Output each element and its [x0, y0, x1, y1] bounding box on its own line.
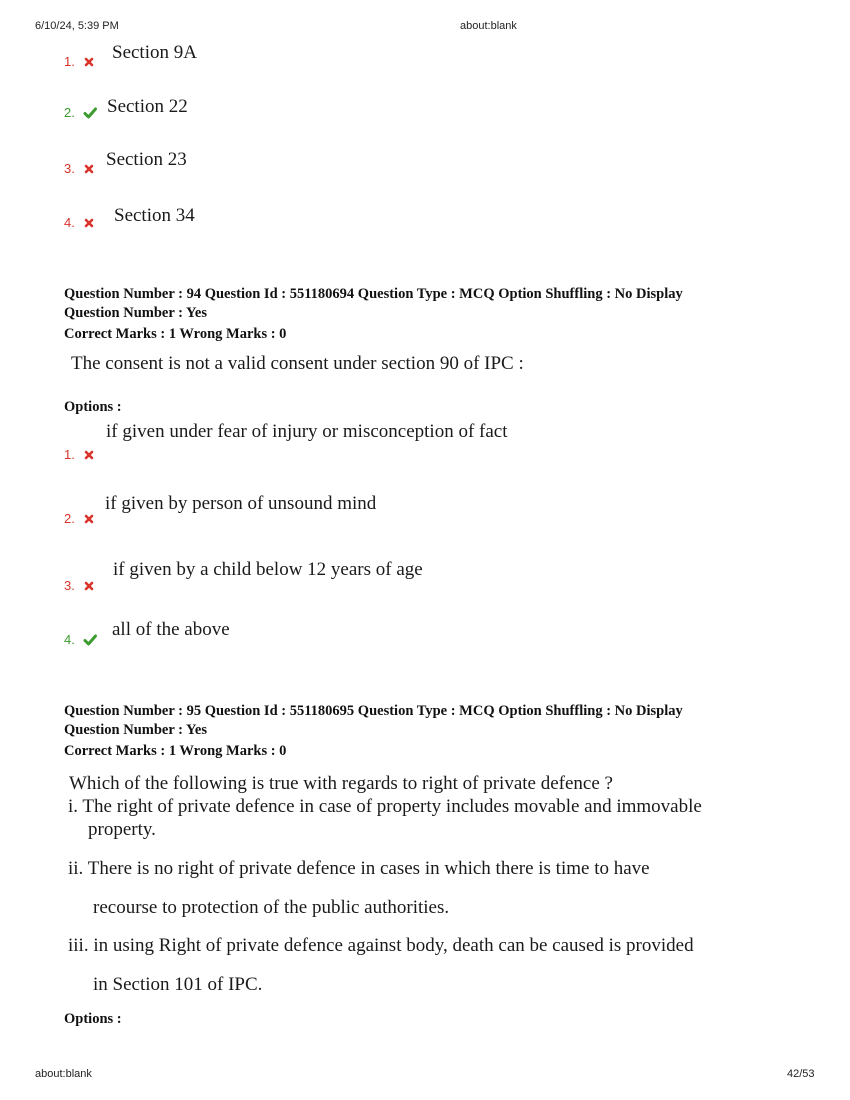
option-text: if given under fear of injury or misconception of fact: [106, 421, 508, 442]
option-text: Section 23: [106, 149, 187, 170]
option-item: [64, 104, 97, 122]
print-footer-url: about:blank: [35, 1068, 92, 1080]
option-item: [64, 631, 97, 649]
cross-icon: [83, 56, 95, 68]
option-number: 2.: [64, 511, 75, 526]
question-text: The consent is not a valid consent under section 90 of IPC :: [71, 353, 524, 374]
option-item: [64, 214, 95, 232]
question-meta-line: Question Number : 94 Question Id : 551180694 Question Type : MCQ Option Shuffling : No Display: [64, 286, 683, 302]
options-label: Options :: [64, 1011, 122, 1027]
option-number: 3.: [64, 578, 75, 593]
question-text: Which of the following is true with regards to right of private defence ?: [69, 773, 613, 794]
option-text: if given by person of unsound mind: [105, 493, 377, 514]
option-item: [64, 446, 95, 464]
option-number: 3.: [64, 161, 75, 176]
cross-icon: [83, 513, 95, 525]
statement-line: in Section 101 of IPC.: [93, 974, 263, 995]
question-meta-line: Correct Marks : 1 Wrong Marks : 0: [64, 743, 287, 759]
print-datetime: 6/10/24, 5:39 PM: [35, 20, 119, 32]
print-title: about:blank: [460, 20, 517, 32]
cross-icon: [83, 580, 95, 592]
option-number: 4.: [64, 215, 75, 230]
statement-line: property.: [88, 819, 156, 840]
option-text: Section 9A: [112, 42, 197, 63]
option-item: [64, 510, 95, 528]
question-meta-line: Question Number : Yes: [64, 305, 207, 321]
options-label: Options :: [64, 399, 122, 415]
option-item: [64, 577, 95, 595]
question-meta-line: Question Number : Yes: [64, 722, 207, 738]
cross-icon: [83, 449, 95, 461]
option-number: 1.: [64, 447, 75, 462]
page-number: 42/53: [787, 1068, 815, 1080]
statement-line: recourse to protection of the public authorities.: [93, 897, 450, 918]
option-number: 4.: [64, 632, 75, 647]
cross-icon: [83, 217, 95, 229]
option-item: [64, 160, 95, 178]
option-text: if given by a child below 12 years of age: [113, 559, 423, 580]
option-number: 1.: [64, 54, 75, 69]
option-text: Section 22: [107, 96, 188, 117]
option-text: Section 34: [114, 205, 195, 226]
question-meta-line: Question Number : 95 Question Id : 551180695 Question Type : MCQ Option Shuffling : No Display: [64, 703, 683, 719]
option-item: [64, 53, 95, 71]
question-meta-line: Correct Marks : 1 Wrong Marks : 0: [64, 326, 287, 342]
statement-line: ii. There is no right of private defence in cases in which there is time to have: [68, 858, 650, 879]
option-number: 2.: [64, 105, 75, 120]
check-icon: [83, 633, 97, 647]
cross-icon: [83, 163, 95, 175]
option-text: all of the above: [112, 619, 230, 640]
statement-line: i. The right of private defence in case of property includes movable and immovable: [68, 796, 702, 817]
check-icon: [83, 106, 97, 120]
statement-line: iii. in using Right of private defence against body, death can be caused is provided: [68, 935, 694, 956]
